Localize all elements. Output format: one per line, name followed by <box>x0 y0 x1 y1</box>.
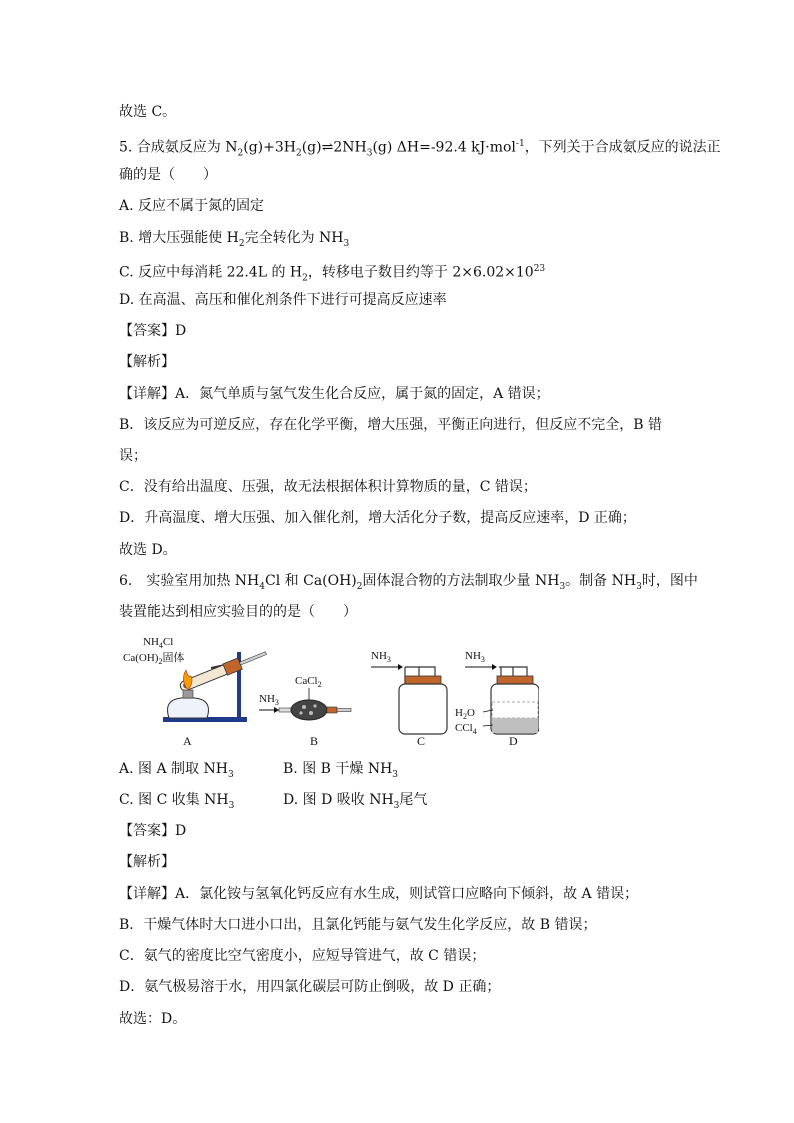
explanation-6-b: B．干燥气体时大口进小口出，且氯化钙能与氨气发生化学反应，故 B 错误； <box>119 917 597 933</box>
apparatus-figure <box>119 630 539 752</box>
apparatus-d-absorption-bottle <box>455 650 539 748</box>
analysis-5-heading: 【解析】 <box>119 354 175 370</box>
question-5-option-b: B. 增大压强能使 $H_2$完全转化为 $NH_3$ <box>119 230 350 249</box>
question-5-option-d: D. 在高温、高压和催化剂条件下进行可提高反应速率 <box>119 292 447 308</box>
explanation-6-c: C．氨气的密度比空气密度小，应短导管进气，故 C 错误； <box>119 948 486 964</box>
question-5-stem-cont: 确的是（ ） <box>119 167 217 183</box>
conclusion-q5: 故选 D。 <box>119 542 177 558</box>
svg-text:Ca(OH)2固体: $Ca(OH)_2$固体 <box>123 652 185 666</box>
svg-text:CCl4: CCl$_4$ <box>455 722 477 736</box>
apparatus-b-drying-tube <box>259 675 351 748</box>
caption-d: D <box>509 734 518 748</box>
explanation-5-b: B．该反应为可逆反应，存在化学平衡，增大压强，平衡正向进行，但反应不完全，B 错 <box>119 417 663 433</box>
explanation-5-c: C．没有给出温度、压强，故无法根据体积计算物质的量，C 错误； <box>119 479 537 495</box>
question-5-option-c: C. 反应中每消耗 22.4L 的 $H_2$，转移电子数目约等于 $2\times 6.02\times 10^{23}$ <box>119 264 546 284</box>
svg-text:NH3: $NH_3$ <box>371 650 391 664</box>
question-6-options-row2 <box>119 790 428 816</box>
svg-text:CaCl2: CaCl$_2$ <box>295 675 322 689</box>
svg-text:NH4Cl: $NH_4Cl$ <box>143 636 174 650</box>
svg-text:NH3: $NH_3$ <box>465 650 485 664</box>
explanation-6-a: 【详解】A．氯化铵与氢氧化钙反应有水生成，则试管口应略向下倾斜，故 A 错误； <box>119 886 639 902</box>
answer-5: 【答案】D <box>119 323 187 339</box>
explanation-5-b-cont: 误； <box>119 448 147 464</box>
question-5-option-a: A. 反应不属于氮的固定 <box>119 198 265 214</box>
question-6-stem: 6. 实验室用加热 $NH_4Cl$ 和 $Ca(OH)_2$固体混合物的方法制取少量 $NH_3$。制备 $NH_3$时，图中 <box>119 573 698 592</box>
explanation-6-d: D．氨气极易溶于水，用四氯化碳层可防止倒吸，故 D 正确； <box>119 979 501 995</box>
caption-c: C <box>417 734 426 748</box>
conclusion-q6: 故选：D。 <box>119 1011 187 1027</box>
question-6-option-a: A. 图 A 制取 $NH_3$ <box>119 761 234 780</box>
conclusion-q4: 故选 C。 <box>119 104 177 120</box>
explanation-5-d: D．升高温度、增大压强、加入催化剂，增大活化分子数，提高反应速率，D 正确； <box>119 510 636 526</box>
analysis-6-heading: 【解析】 <box>119 854 175 870</box>
apparatus-c-collection-bottle <box>371 650 447 748</box>
caption-a: A <box>183 734 192 748</box>
question-6-option-d: D. 图 D 吸收 $NH_3$尾气 <box>283 792 428 811</box>
question-6-option-c: C. 图 C 收集 $NH_3$ <box>119 792 235 811</box>
question-6-option-b: B. 图 B 干燥 $NH_3$ <box>283 761 399 780</box>
svg-text:NH3: $NH_3$ <box>259 693 279 707</box>
answer-6: 【答案】D <box>119 823 187 839</box>
caption-b: B <box>310 734 319 748</box>
svg-text:H2O: $H_2O$ <box>455 707 475 721</box>
explanation-5-a: 【详解】A．氮气单质与氢气发生化合反应，属于氮的固定，A 错误； <box>119 386 550 402</box>
question-5-stem: 5. 合成氨反应为 $N_2(g)+3H_2(g)\rightleftharpoons 2NH_3(g)$ ΔH=-92.4 kJ·mol$^{-1}$，下列关于合成氨反应的说法正 <box>119 139 721 159</box>
apparatus-a-heating-setup <box>123 636 268 748</box>
question-6-stem-cont: 装置能达到相应实验目的的是（ ） <box>119 604 357 620</box>
question-6-options-row1 <box>119 759 399 785</box>
